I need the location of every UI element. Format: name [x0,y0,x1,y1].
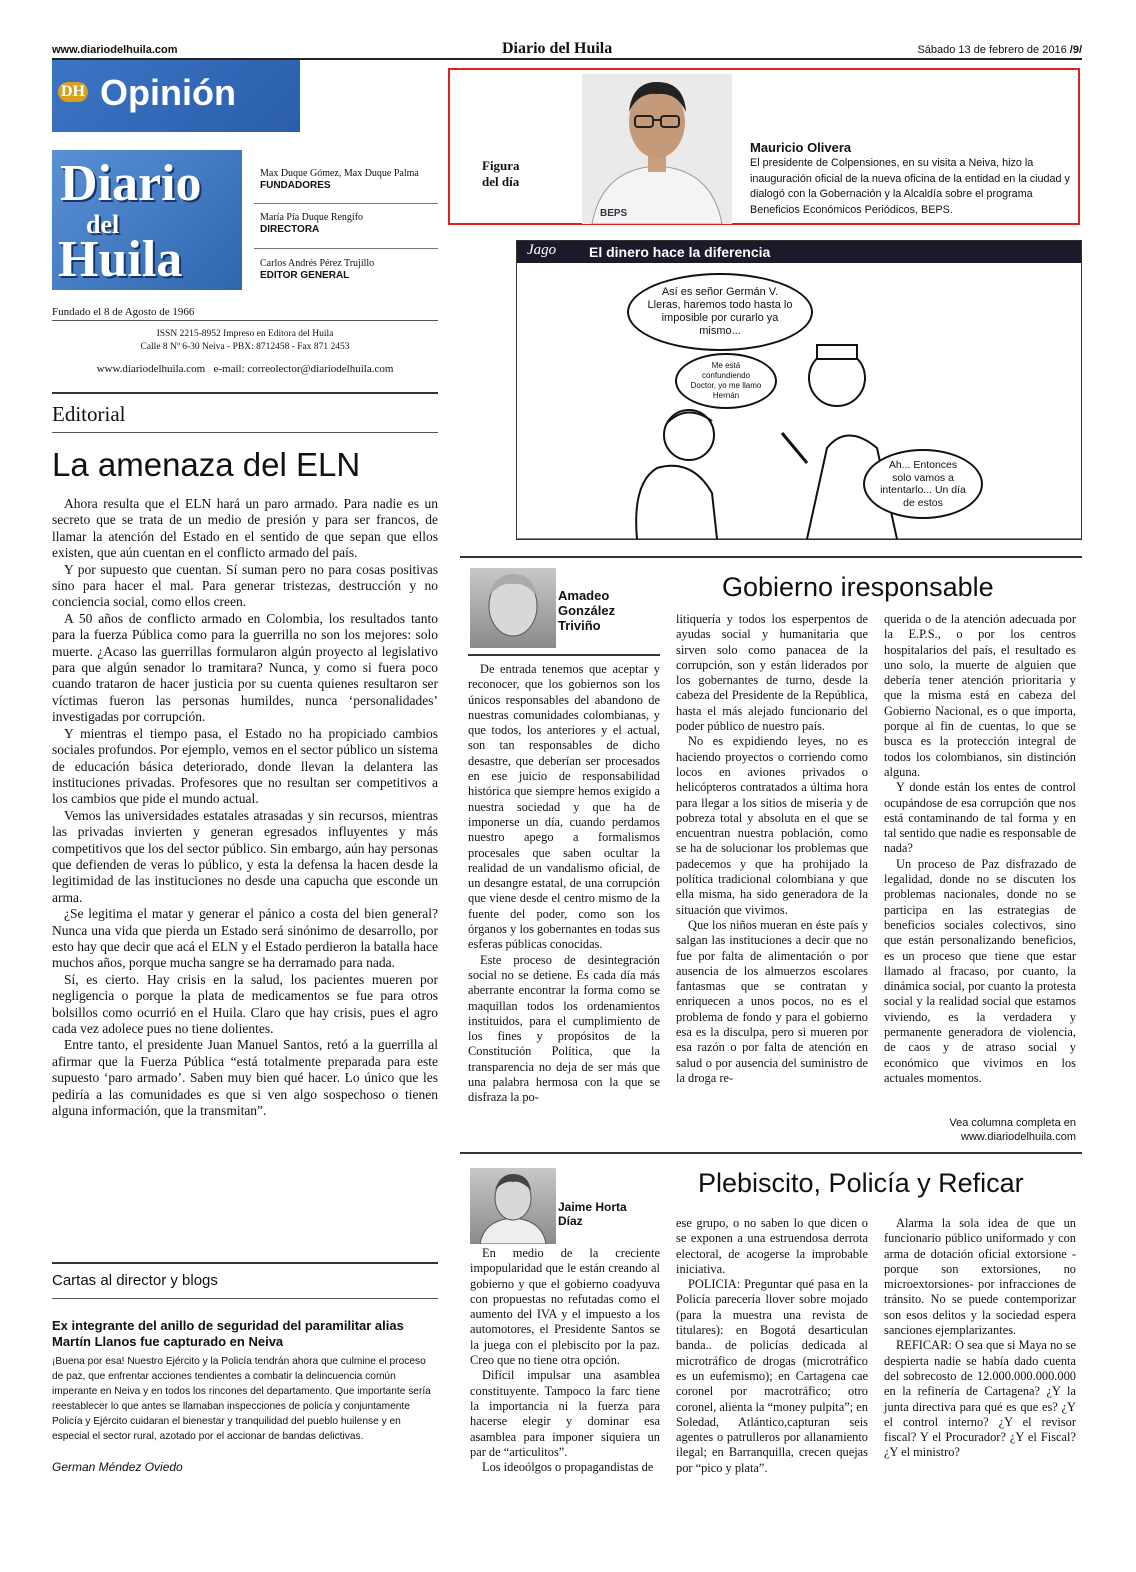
issue-date: Sábado 13 de febrero de 2016 [917,44,1067,56]
paragraph: Un proceso de Paz disfrazado de legalidad, donde no se discuten los problemas nacionales, donde no se participa en las estrategias de beneficios sociales colectivos, sino que están personalizando beneficios, es un proceso que tiene que estar llamado al fracaso, por cuanto, la dinámica social, por cuanto la protesta social y la realidad social que estamos viviendo, es la verdadera y permanente generadora de violencia, de caos y de atraso social y económico que vivimos en los actuales momentos. [884,856,1076,1085]
letters-label: Cartas al director y blogs [52,1272,218,1289]
masthead-line3: Huila [58,231,183,288]
cartoon-header [517,241,1081,263]
paragraph: A 50 años de conflicto armado en Colombia, los resultados tanto para la fuerza Pública como para la guerrilla no son los mejores: solo muerte. ¿Acaso las guerrillas formularon algún proyecto al legislativo para que algún senador lo tramitara? Nunca, y como si fuera poco cuando trataron de hacer justicia por su cuenta quienes resultaron ser víctimas fueron las personas humildes, nunca ‘personalidades’ investigadas por corrupción. [52,610,438,725]
column-text-3 [884,1216,1076,1461]
column-title: Gobierno iresponsable [722,572,994,602]
paragraph: Que los niños mueran en éste país y salgan las instituciones a decir que no fue por falta de alimentación o por ausencia de los almuerzos escolares fantasmas que se contratan y enriquecen a unos pocos, no es el problema de fondo y para el gobierno esa es la disculpa, pero si mueren por esa razón o por falta de atención en salud o por ausencia del suministro de la droga re- [676,917,868,1085]
read-more [884,1116,1076,1144]
paragraph: No es expidiendo leyes, no es haciendo proyectos o corriendo como locos en aviones privados o helicópteros contratados a última hora para llegar a los sitios de miseria y de pobreza total y absoluta en el que se encuentran nuestra población, como se ha de solucionar los problemas que padecemos y que ha prohijado la política tradicional colombiana y que ella misma, ha sido generadora de la situación que vivimos. [676,734,868,917]
divider [52,392,438,394]
dh-logo: DH [58,82,88,102]
paragraph: ese grupo, o no saben lo que dicen o se exponen a una estruendosa derrota electoral, de acogerse la improbable iniciativa. [676,1216,868,1276]
letter-headline: Ex integrante del anillo de seguridad del paramilitar alias Martín Llanos fue capturado en Neiva [52,1318,404,1349]
letter-body: ¡Buena por esa! Nuestro Ejército y la Policía tendrán ahora que culmine el proceso de paz, que enfrentar acciones tendientes a combatir la delincuencia común imperante en Neiva y en todos los rincones del departamento. Que importante sería reestablecer lo que antes se llamaban inspecciones de policía y conjuntamente Policía y Ejército cuidaran el bienestar y tranquilidad del pueblo huilense y en especial el sector rural, azotado por el accionar de bandas delictivas. [52,1356,431,1442]
editor-role: EDITOR GENERAL [260,270,350,281]
page-number: /9/ [1069,44,1082,56]
section-title: Opinión [100,72,236,113]
author-name: Amadeo González Triviño [558,588,616,633]
divider [254,248,438,249]
divider [468,654,660,656]
section-banner [52,60,300,132]
paragraph: Alarma la sola idea de que un funcionario público uniformado y con arma de dotación oficial extorsione - porque son extorsiones, no microextorsiones- por infracciones de tránsito. No se puede contemporizar son esos delitos y la sociedad espera sanciones ejemplarizantes. [884,1216,1076,1338]
founders-names: Max Duque Gómez, Max Duque Palma [260,168,419,179]
read-more-label: Vea columna completa en [949,1117,1076,1129]
author-photo [470,568,556,648]
address: Calle 8 Nº 6-30 Neiva - PBX: 8712458 - Fax 871 2453 [140,342,350,352]
divider [52,1262,438,1264]
paragraph: Y mientras el tiempo pasa, el Estado no ha propiciado cambios sociales profundos. Por ejemplo, vemos en el sector público un sistema de educación básica deteriorado, donde llevan la delantera las instituciones privadas. Profesores que no resultan ser competitivos a los cambios que pide el mundo actual. [52,725,438,807]
date-page [917,44,1082,56]
paragraph: Los ideoólgos o propagandistas de [482,1460,654,1475]
paper-name: Diario del Huila [502,40,613,57]
speech-bubble-patient: Me está confundiendo Doctor, yo me llamo Hernán [675,353,777,409]
author-photo [470,1168,556,1244]
author-name: Jaime Horta Díaz [558,1200,627,1228]
page-header [52,40,1082,60]
column-text-1 [470,1246,660,1475]
paragraph: Entre tanto, el presidente Juan Manuel Santos, retó a la guerrilla al afirmar que la Fuerza Pública “está totalmente preparada para este supuesto ‘paro armado’. Saben muy bien qué hacer. Lo único que les pediría a las comunidades es que si ven algo sospechoso o tienen alguna información, que la transmitan”. [52,1037,438,1119]
column-text-2 [676,612,868,1086]
founded-date: Fundado el 8 de Agosto de 1966 [52,306,195,318]
figura-label-2: del día [482,174,520,189]
editorial-body [52,496,438,1119]
figura-text: El presidente de Colpensiones, en su visita a Neiva, hizo la inauguración oficial de la nueva oficina de la entidad en la ciudad y dialogó con la Gobernación y la Alcaldía sobre el programa Beneficios Económicos Periódicos, BEPS. [750,157,1070,216]
masthead-logo [52,150,242,290]
speech-bubble-doctor: Así es señor Germán V. Lleras, haremos todo hasta lo imposible por curarlo ya mismo... [627,273,813,351]
column-title: Plebiscito, Policía y Reficar [698,1168,1024,1198]
issn: ISSN 2215-8952 Impreso en Editora del Huila [156,329,334,339]
editor-name: Carlos Andrés Pérez Trujillo [260,258,375,269]
director-name: María Pía Duque Rengifo [260,212,364,223]
divider [52,432,438,433]
divider [52,1298,438,1299]
paragraph: De entrada tenemos que aceptar y reconocer, que los gobiernos son los únicos responsables del abandono de nuestras comunidades colombianas, y que todos, los anteriores y el actual, son tan responsables de dicho desastre, que deberían ser procesados en ese juicio de responsabilidad histórica que siempre hemos exigido a nuestra sociedad y que ha de imponerse un día, cuando perdamos nuestro apego a formalismos procesales que saben ocultar la realidad de un vandalismo oficial, de un desangre estatal, de una corrupción que viene desde el centro mismo de la fuente del poder, como son los órganos y los gobernantes en todas sus esferas públicas conocidas. [468,662,660,952]
imprint [52,328,438,354]
figura-name: Mauricio Olivera [750,140,852,155]
speech-bubble-doctor-2: Ah... Entonces solo vamos a intentarlo... Un día de estos [863,449,983,519]
divider [254,203,438,204]
director-role: DIRECTORA [260,224,320,235]
paragraph: querida o de la atención adecuada por la E.P.S., o por los centros hospitalarios del país, el resultado es uno solo, la muerte de alguien que debería tener atención prioritaria y que la misma está en cabeza del Gobierno Nacional, es o que importa, porque al fin de cuentas, lo que se busca es la protección integral de todos los colombianos, sin distinción alguna. [884,612,1076,779]
letter-author: German Méndez Oviedo [52,1460,183,1474]
editorial-title: La amenaza del ELN [52,446,361,483]
paragraph: Sí, es cierto. Hay crisis en la salud, los pacientes mueren por negligencia o porque la plata de medicamentos se fue para otros bolsillos como ocurrió en el Huila. Claro que hay crisis, pues el agro cada vez adolece pues no tiene dolientes. [52,971,438,1036]
paragraph: POLICIA: Preguntar qué pasa en la Policía parecería llover sobre mojado (para la muestra una revista de titulares): en Bogotá desarticulan banda.. de policías dedicada al microtráfico de drogas (microtráfico es un eufemismo); en Cartagena cae coronel por macrotráfico; otro coronel, alienta la “money pulpita”; en Soledad, Atlántico,capturan seis agentes o patrulleros por allanamiento ilegal; en Barranquilla, crecen quejas por “pico y plata”. [676,1277,868,1475]
founders-role: FUNDADORES [260,180,331,191]
masthead-line2: del [86,210,120,239]
cartoon [516,240,1082,540]
divider [460,556,1082,558]
paragraph: Vemos las universidades estatales atrasadas y sin recursos, mientras las privadas invierten y generan egresados influyentes y más competitivos que los del sector público. Sin embargo, aún hay personas que defienden de veras lo público, y esta la defensa la hacen desde la legitimidad de las instituciones no desde una capucha que esconde un arma. [52,807,438,905]
paragraph: Difícil impulsar una asamblea constituyente. Tampoco la farc tiene la importancia ni la fuerza para hacerse elegir y dominar esa asamblea para imponer siquiera un par de “articulitos”. [470,1368,660,1459]
website-link[interactable]: www.diariodelhuila.com [96,363,206,375]
figura-label-1: Figura [482,158,520,173]
paragraph: REFICAR: O sea que si Maya no se despierta nadie se había dado cuenta del sobrecosto de 12.000.000.000.000 en la refinería de Cartagena? ¿Y la junta directiva para qué es que es? ¿Y el control interno? ¿Y el revisor fiscal? Y el Procurador? ¿Y el Fiscal? ¿Y el ministro? [884,1338,1076,1460]
figura-del-dia [448,68,1080,225]
paragraph: Y por supuesto que cuentan. Sí suman pero no para cosas positivas sino para hacer el mal. Para generar tristezas, destrucción y no conciencia social, como ellos creen. [52,561,438,610]
paragraph: ¿Se legitima el matar y generar el pánico a costa del bien general? Nunca una vida que pierda un Estado será sinónimo de desarrollo, por esto hay que decir que acá el ELN y el Estado perdieron la batalla hace muchos años, porque mucha sangre se ha derramado para nada. [52,906,438,971]
column-text-1 [468,662,660,1106]
figura-label [482,158,520,190]
person-photo [582,74,732,224]
paragraph: En medio de la creciente impopularidad que le están creando al gobierno y que el gobierno coadyuva con propuestas no refutadas como el aumento del IVA y el impuesto a los automotores, el Presidente Santos se la juega con el plebiscito por la paz. Creo que no tiene otra opción. [470,1246,660,1368]
column-text-2 [676,1216,868,1476]
email-link[interactable]: e-mail: correolector@diariodelhuila.com [213,363,394,375]
read-more-link[interactable]: www.diariodelhuila.com [961,1131,1076,1143]
column-text-3 [884,612,1076,1086]
editorial-label: Editorial [52,402,126,426]
paragraph: Ahora resulta que el ELN hará un paro armado. Para nadie es un secreto que se trata de un medio de presión y para ser francos, de llamar la atención del Estado en el sentido de que sepan que ellos existen, que aún cuentan en el conflicto armado del país. [52,496,438,561]
masthead-line1: Diario [60,155,202,212]
divider [460,1152,1082,1154]
beps-badge: BEPS [600,208,628,219]
cartoon-title: El dinero hace la diferencia [589,244,771,260]
divider [52,320,438,321]
paragraph: litiquería y todos los esperpentos de ayudas social y humanitaria que sirven solo como panacea de la corrupción, son y están liderados por los gobernantes de turno, desde la cabeza del Presidente de la República, hasta el más alejado funcionario del poder público de nuestro país. [676,612,868,734]
paragraph: Este proceso de desintegración social no se detiene. Es cada día más aberrante encontrar la forma como se maquillan todos los ordenamientos instituidos, para el cumplimiento de los fines y propósitos de la Constitución Política, que la transparencia no deja de ser más que una palabra hermosa con la que se disfraza la po- [468,952,660,1105]
contact [52,363,438,375]
staff-editor [260,258,374,282]
staff-founders [260,168,419,192]
site-url[interactable]: www.diariodelhuila.com [52,44,178,56]
paragraph: Y donde están los entes de control ocupándose de esa corrupción que nos está contaminando de tal forma y en tal sentido que nadie es responsable de nada? [884,780,1076,856]
staff-director [260,212,363,236]
cartoon-author: Jago [527,242,557,258]
